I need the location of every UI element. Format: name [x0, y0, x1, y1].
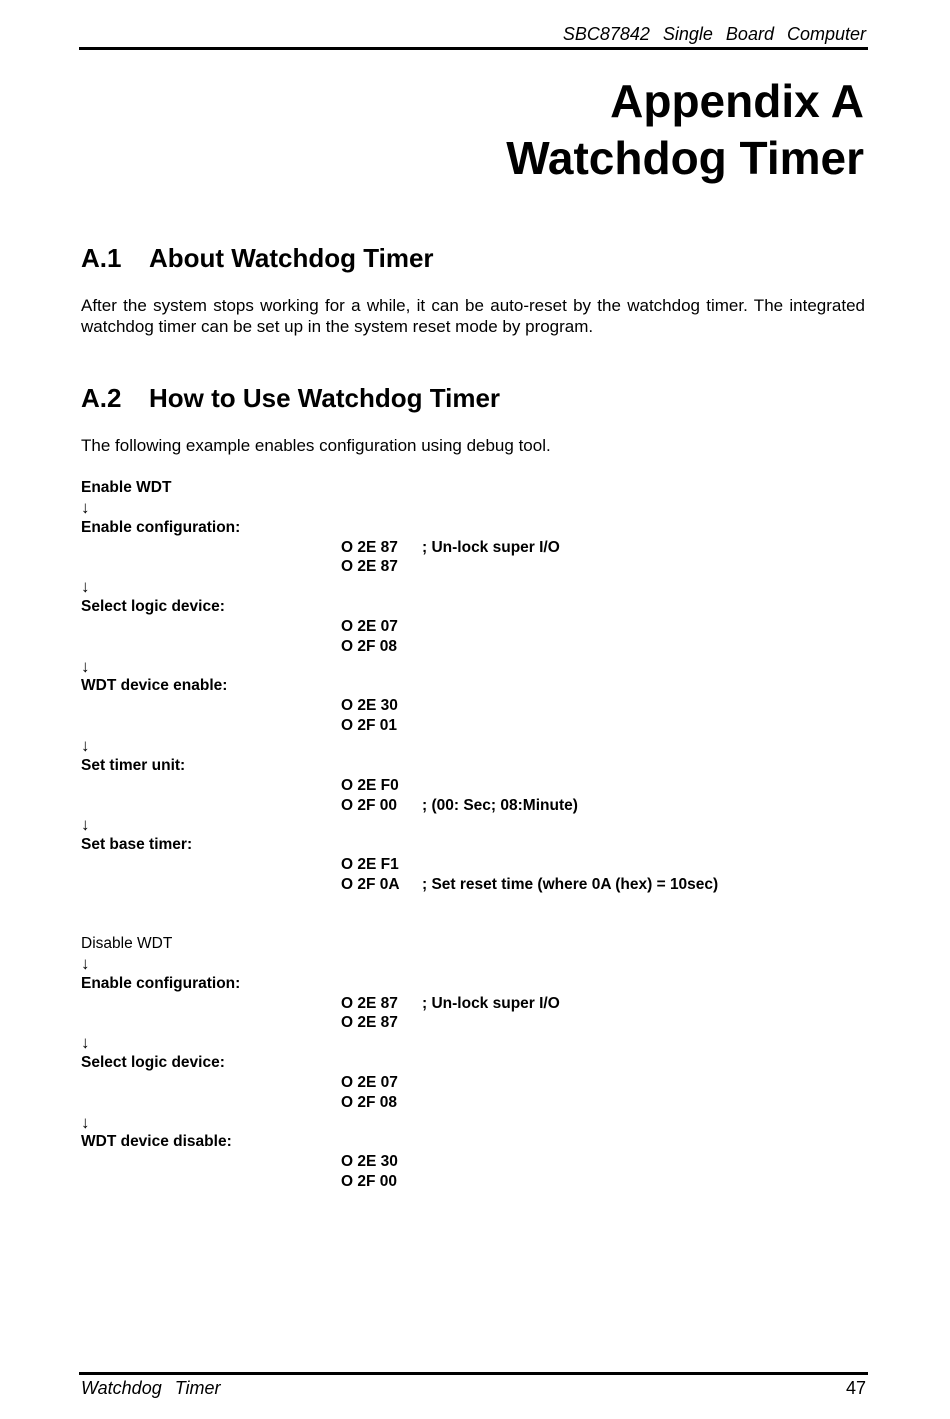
command-line: [81, 1093, 881, 1113]
command: O 2F 0A: [341, 875, 400, 893]
chapter-title: [506, 73, 864, 187]
procedure-title: Enable WDT: [81, 479, 172, 496]
section-heading-a1: [81, 243, 434, 273]
down-arrow-icon: ↓: [81, 577, 90, 597]
step-label: Set timer unit:: [81, 756, 186, 774]
section-number: A.2: [81, 383, 122, 413]
command-line: [81, 617, 881, 637]
command-line: [81, 1073, 881, 1093]
section-heading-a2: [81, 383, 500, 413]
down-arrow-icon: ↓: [81, 656, 90, 676]
enable-wdt-procedure: [81, 478, 881, 895]
section-number: A.1: [81, 243, 122, 273]
disable-wdt-procedure: [81, 934, 881, 1192]
command-line: [81, 538, 881, 558]
down-arrow-icon: ↓: [81, 735, 90, 755]
command: O 2E F1: [341, 856, 399, 874]
down-arrow-icon: ↓: [81, 497, 90, 517]
command-line: [81, 776, 881, 796]
command: O 2F 01: [341, 717, 397, 735]
section-title: About Watchdog Timer: [149, 243, 434, 273]
command-line: [81, 875, 881, 895]
section-a1-body: After the system stops working for a while, it can be auto-reset by the watchdog timer. The integrated watchdog timer can be set up in the system reset mode by program.: [81, 296, 865, 336]
down-arrow-icon: ↓: [81, 953, 90, 973]
command-line: [81, 1172, 881, 1192]
step-label: Enable configuration:: [81, 518, 241, 536]
command-line: [81, 557, 881, 577]
step-label: WDT device enable:: [81, 677, 228, 695]
section-a2-body: The following example enables configuration using debug tool.: [81, 436, 551, 455]
command-line: [81, 796, 881, 816]
command-comment: ; Set reset time (where 0A (hex) = 10sec): [422, 875, 719, 893]
command: O 2E 07: [341, 1073, 398, 1091]
running-header: SBC87842 Single Board Computer: [562, 24, 866, 44]
step-label: Select logic device:: [81, 598, 225, 616]
step-label: Select logic device:: [81, 1054, 225, 1072]
chapter-label: Appendix A: [610, 75, 864, 127]
section-title: How to Use Watchdog Timer: [149, 383, 501, 413]
procedure-title: Disable WDT: [81, 935, 173, 952]
command-line: [81, 1152, 881, 1172]
command-comment: ; Un-lock super I/O: [422, 538, 560, 556]
command: O 2F 00: [341, 796, 397, 814]
command: O 2F 00: [341, 1173, 397, 1191]
step-label: Set base timer:: [81, 836, 193, 854]
command: O 2E F0: [341, 776, 399, 794]
command-line: [81, 716, 881, 736]
step-label: Enable configuration:: [81, 974, 241, 992]
footer-section-name: Watchdog Timer: [81, 1378, 221, 1398]
command-line: [81, 994, 881, 1014]
command-line: [81, 637, 881, 657]
command: O 2E 87: [341, 538, 398, 556]
command: O 2F 08: [341, 637, 397, 655]
command-line: [81, 855, 881, 875]
command-comment: ; Un-lock super I/O: [422, 994, 560, 1012]
down-arrow-icon: ↓: [81, 1033, 90, 1053]
command: O 2E 30: [341, 1153, 398, 1171]
command-line: [81, 696, 881, 716]
command: O 2E 87: [341, 1014, 398, 1032]
command: O 2F 08: [341, 1093, 397, 1111]
header-rule: [79, 47, 868, 50]
command-line: [81, 1013, 881, 1033]
down-arrow-icon: ↓: [81, 1112, 90, 1132]
footer-rule: [79, 1372, 868, 1375]
chapter-name: Watchdog Timer: [506, 132, 864, 184]
down-arrow-icon: ↓: [81, 815, 90, 835]
command: O 2E 87: [341, 994, 398, 1012]
command: O 2E 30: [341, 697, 398, 715]
command-comment: ; (00: Sec; 08:Minute): [422, 796, 578, 814]
page-number: 47: [845, 1378, 866, 1398]
command: O 2E 07: [341, 617, 398, 635]
command: O 2E 87: [341, 558, 398, 576]
step-label: WDT device disable:: [81, 1133, 232, 1151]
